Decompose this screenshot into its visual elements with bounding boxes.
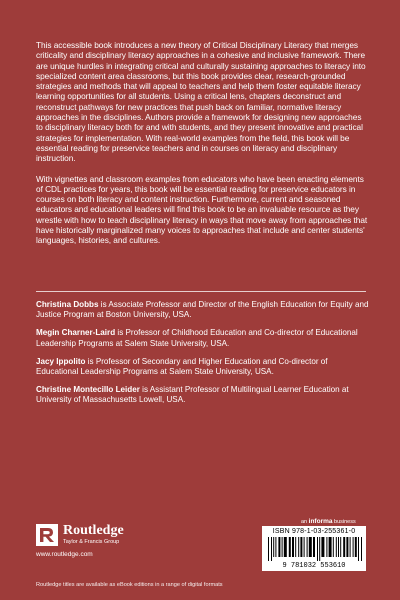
barcode-bar: [350, 537, 351, 557]
barcode-bar: [326, 537, 327, 557]
author-name: Christine Montecillo Leider: [36, 385, 140, 395]
barcode-digits: 9 781032 553610: [282, 562, 346, 570]
author-description: is Professor of Childhood Education and Co-director of Educational Leadership Programs at Salem State University, USA.: [36, 328, 358, 348]
barcode-bar: [361, 537, 362, 561]
barcode-bar: [355, 537, 357, 557]
informa-prefix: an: [301, 519, 309, 525]
barcode-bar: [284, 537, 287, 557]
barcode-bar: [289, 537, 291, 557]
barcode-bar: [333, 537, 334, 557]
barcode-bar: [309, 537, 312, 557]
blurb-paragraph-1: This accessible book introduces a new theory of Critical Disciplinary Literacy that merges criticality and disciplinary literacy approaches in a cohesive and inclusive framework. There are unique hurdles in integrating critical and culturally sustaining approaches to literacy into specialized content area classrooms, but this book provides clear, research-grounded strategies and methods that will appeal to teachers and help them foster equitable literacy learning opportunities for all students. Using a critical lens, chapters deconstruct and reconstruct pathways for new practices that push back on familiar, normative literacy approaches in the disciplines. Authors provide a framework for designing new approaches to disciplinary literacy both for and with students, and they present innovative and practical strategies for implementation. With real-world examples from the field, this book will be essential reading for preservice teachers and in courses on literacy and disciplinary instruction.: [36, 40, 366, 164]
barcode-bar: [273, 537, 274, 557]
barcode-bar: [319, 537, 320, 561]
barcode-bar: [282, 537, 283, 557]
author-description: is Professor of Secondary and Higher Education and Co-director of Educational Leadership Programs at Salem State University, USA.: [36, 356, 328, 377]
barcode-bar: [275, 537, 276, 557]
barcode-bar: [298, 537, 299, 557]
barcode-bar: [304, 537, 305, 557]
author-bio: [36, 357, 369, 377]
barcode-bar: [353, 537, 354, 557]
author-description: is Associate Professor and Director of the English Education for Equity and Justice Program at Boston University, USA.: [36, 300, 369, 320]
barcode-bar: [292, 537, 294, 557]
barcode-bar: [321, 537, 324, 557]
barcode: [262, 526, 366, 571]
author-name: Megin Charner-Laird: [36, 328, 116, 338]
blurb: [36, 40, 369, 256]
barcode-bar: [307, 537, 308, 557]
publisher-url[interactable]: www.routledge.com: [36, 551, 93, 558]
author-bio: [36, 300, 369, 320]
divider: [36, 291, 366, 292]
barcode-bar: [317, 537, 318, 561]
author-name: Christina Dobbs: [36, 300, 99, 309]
barcode-bar: [338, 537, 339, 557]
publisher-logo: [36, 524, 146, 564]
barcode-bar: [346, 537, 348, 557]
barcode-bar: [343, 537, 345, 557]
author-description: is Assistant Professor of Multilingual Learner Education at University of Massachusetts Lowell, USA.: [36, 385, 349, 405]
author-bios: [36, 300, 369, 414]
ebook-note: Routledge titles are available as eBook editions in a range of digital formats: [36, 582, 223, 588]
informa-brand: informa: [308, 518, 333, 525]
informa-suffix: business: [332, 519, 356, 525]
isbn: ISBN 978-1-03-255361-0: [272, 528, 356, 535]
publisher-name: Routledge: [63, 523, 124, 538]
barcode-bar: [295, 537, 296, 557]
barcode-bar: [271, 537, 272, 561]
barcode-bar: [358, 537, 359, 561]
barcode-bar: [329, 537, 332, 557]
routledge-logo-icon: [36, 524, 58, 546]
barcode-bar: [300, 537, 302, 557]
publisher-group: Taylor & Francis Group: [63, 539, 120, 545]
author-bio: [36, 328, 369, 348]
informa-business-label: [301, 519, 356, 525]
barcode-bar: [340, 537, 341, 557]
barcode-bar: [336, 537, 337, 557]
barcode-bar: [268, 537, 269, 561]
author-bio: [36, 385, 369, 405]
barcode-bar: [313, 537, 315, 557]
author-name: Jacy Ippolito: [36, 356, 86, 366]
barcode-bars: [266, 537, 362, 561]
barcode-bar: [278, 537, 280, 557]
blurb-paragraph-2: With vignettes and classroom examples from educators who have been enacting elements of CDL practices for years, this book will be essential reading for preservice educators in courses on both literacy and content instruction. Furthermore, current and seasoned educators and educational leaders will find this book to be an invaluable resource as they wrestle with how to teach disciplinary literacy in ways that move away from approaches that have historically marginalized many voices to approaches that include and center students' languages, histories, and cultures.: [36, 173, 368, 246]
